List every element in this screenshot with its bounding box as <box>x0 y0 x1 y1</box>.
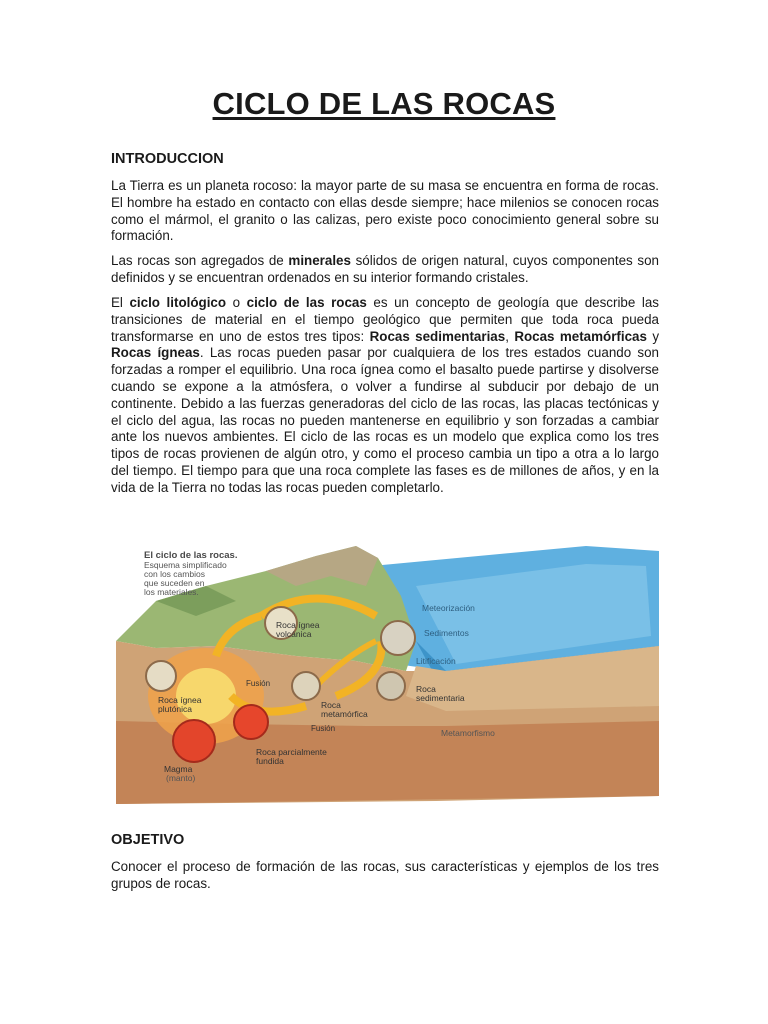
term-rocas-metamorficas: Rocas metamórficas <box>514 328 647 344</box>
label-roca-metamorfica: metamórfica <box>321 709 368 719</box>
caption-title: El ciclo de las rocas. <box>144 550 238 561</box>
label-roca-ignea-plutonica: plutónica <box>158 704 193 714</box>
intro-heading: INTRODUCCION <box>111 151 224 167</box>
term-ciclo-rocas: ciclo de las rocas <box>246 295 367 310</box>
sediment-sample <box>381 621 415 655</box>
caption-line: que suceden en <box>144 578 205 588</box>
objetivo-heading: OBJETIVO <box>111 832 185 848</box>
label-meteorizacion: Meteorización <box>422 603 475 613</box>
page-title: CICLO DE LAS ROCAS <box>212 86 556 121</box>
term-rocas-sedimentarias: Rocas sedimentarias <box>369 328 506 344</box>
caption-line: los materiales. <box>144 587 199 597</box>
intro-paragraph-3: El ciclo litológico o ciclo de las rocas es un concepto de geología que describe las transiciones de material en el tiempo geológico que permiten que toda roca pueda transformarse en uno de estos tres tipos: Rocas sedimentarias, Rocas metamórficas y Rocas ígneas. Las rocas pueden pasar por cualquiera de los tres estados cuando son forzadas a romper el equilibrio. Una roca ígnea como el basalto puede partirse y disolverse cuando se expone a la atmósfera, o volver a fundirse al subducir por debajo de un continente. Debido a las fuerzas generadoras del ciclo de las rocas, las placas tectónicas y el ciclo del agua, las rocas no pueden mantenerse en equilibrio y son forzadas a cambiar ante los nuevos ambientes. El ciclo de las rocas es un modelo que explica como los tres tipos de rocas provienen de algún otro, y como el proceso cambia un tipo a otra a lo largo del tiempo. El tiempo para que una roca complete las fases es de millones de años, y en la vida de la Tierra no todas las rocas pueden completarlo. <box>111 295 660 495</box>
intro-paragraph-2: Las rocas son agregados de minerales sólidos de origen natural, cuyos componentes son definidos y se encuentran ordenados en su interior formando cristales. <box>111 253 659 285</box>
metamorphic-rock-sample <box>292 672 320 700</box>
rock-cycle-illustration <box>116 546 659 804</box>
objetivo-paragraph: Conocer el proceso de formación de las rocas, sus características y ejemplos de los tres grupos de rocas. <box>111 859 659 891</box>
intro-paragraph-1: La Tierra es un planeta rocoso: la mayor parte de su masa se encuentra en forma de rocas. El hombre ha estado en contacto con ellas desde siempre; hace milenios se conocen rocas como el mármol, el granito o las calizas, pero existe poco conocimiento general sobre su formación. <box>111 178 659 244</box>
term-ciclo-litologico: ciclo litológico <box>129 295 227 310</box>
magma-sample <box>173 720 215 762</box>
label-metamorfismo: Metamorfismo <box>441 728 495 738</box>
sedimentary-rock-sample <box>377 672 405 700</box>
label-manto: (manto) <box>166 773 196 783</box>
label-magma: Magma <box>164 764 193 774</box>
rock-cycle-diagram <box>116 546 659 804</box>
caption-line: con los cambios <box>144 569 205 579</box>
term-minerales: minerales <box>288 253 351 268</box>
label-fusion: Fusión <box>246 679 271 688</box>
label-roca-ignea-volcanica: Roca ígnea <box>276 620 320 630</box>
label-fusion: Fusión <box>311 724 336 733</box>
label-roca-sedimentaria: Roca <box>416 684 436 694</box>
plutonic-rock-sample <box>146 661 176 691</box>
label-sedimentos: Sedimentos <box>424 628 469 638</box>
label-roca-ignea-plutonica: Roca ígnea <box>158 695 202 705</box>
partial-melt-sample <box>234 705 268 739</box>
term-rocas-igneas: Rocas ígneas <box>111 345 200 361</box>
label-roca-ignea-volcanica: volcánica <box>276 629 312 639</box>
caption-line: Esquema simplificado <box>144 560 227 570</box>
label-roca-parcialmente-fundida: fundida <box>256 756 284 766</box>
label-litificacion: Litificación <box>416 656 456 666</box>
label-roca-sedimentaria: sedimentaria <box>416 693 465 703</box>
label-roca-parcialmente-fundida: Roca parcialmente <box>256 747 327 757</box>
label-roca-metamorfica: Roca <box>321 700 341 710</box>
